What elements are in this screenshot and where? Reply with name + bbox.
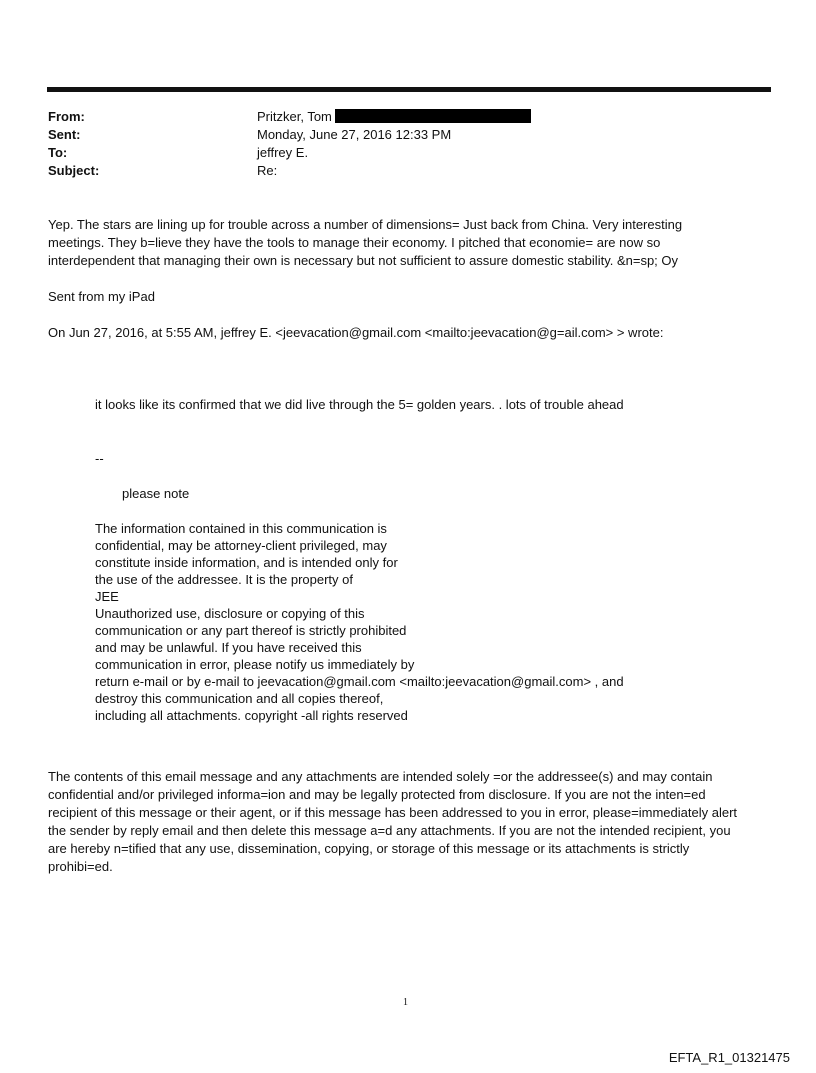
disclaimer-line: and may be unlawful. If you have received this bbox=[95, 640, 362, 655]
disclaimer-line: The information contained in this communication is bbox=[95, 521, 387, 536]
footer-line: The contents of this email message and any attachments are intended solely =or the addressee(s) and may contain bbox=[48, 769, 713, 784]
disclaimer-line: destroy this communication and all copies thereof, bbox=[95, 691, 384, 706]
disclaimer-line: communication in error, please notify us immediately by bbox=[95, 657, 415, 672]
footer-line: the sender by reply email and then delete this message a=d any attachments. If you are not the intended recipient, you bbox=[48, 823, 731, 838]
from-name: Pritzker, Tom bbox=[257, 109, 332, 124]
quote-intro: On Jun 27, 2016, at 5:55 AM, jeffrey E. <jeevacation@gmail.com <mailto:jeevacation@g=ail.com> > wrote: bbox=[48, 325, 664, 340]
disclaimer-line: the use of the addressee. It is the property of bbox=[95, 572, 353, 587]
disclaimer-line: communication or any part thereof is strictly prohibited bbox=[95, 623, 407, 638]
header-rule bbox=[47, 87, 771, 92]
please-note: please note bbox=[122, 486, 190, 501]
quoted-message: it looks like its confirmed that we did live through the 5= golden years. . lots of trouble ahead bbox=[95, 397, 624, 412]
footer-line: confidential and/or privileged informa=ion and may be legally protected from disclosure. If you are not the inten=ed bbox=[48, 787, 706, 802]
disclaimer-line: return e-mail or by e-mail to jeevacation@gmail.com <mailto:jeevacation@gmail.com> , and bbox=[95, 674, 624, 689]
signature-separator: -- bbox=[95, 451, 104, 466]
reply-line: Yep. The stars are lining up for trouble across a number of dimensions= Just back from China. Very interesting bbox=[48, 217, 683, 232]
signature: Sent from my iPad bbox=[48, 289, 155, 304]
footer-line: recipient of this message or their agent, or if this message has been addressed to you in error, please=immediately alert bbox=[48, 805, 738, 820]
footer-line: are hereby n=tified that any use, dissemination, copying, or storage of this message or its attachments is strictly bbox=[48, 841, 690, 856]
document-id: EFTA_R1_01321475 bbox=[668, 1050, 790, 1065]
disclaimer-line: constitute inside information, and is intended only for bbox=[95, 555, 398, 570]
footer-line: prohibi=ed. bbox=[48, 859, 113, 874]
redaction-box bbox=[335, 109, 531, 123]
disclaimer-line: JEE bbox=[95, 589, 119, 604]
to-label: To: bbox=[48, 145, 68, 160]
disclaimer-line: including all attachments. copyright -all rights reserved bbox=[95, 708, 408, 723]
disclaimer-line: confidential, may be attorney-client privileged, may bbox=[95, 538, 387, 553]
reply-line: meetings. They b=lieve they have the tools to manage their economy. I pitched that economie= are now so bbox=[48, 235, 661, 250]
sent-value: Monday, June 27, 2016 12:33 PM bbox=[257, 127, 452, 142]
from-label: From: bbox=[48, 109, 85, 124]
subject-label: Subject: bbox=[48, 163, 100, 178]
disclaimer-line: Unauthorized use, disclosure or copying of this bbox=[95, 606, 365, 621]
page-number: 1 bbox=[403, 997, 408, 1008]
to-value: jeffrey E. bbox=[257, 145, 309, 160]
sent-label: Sent: bbox=[48, 127, 81, 142]
from-value bbox=[257, 109, 531, 124]
reply-line: interdependent that managing their own is necessary but not sufficient to assure domestic stability. &n=sp; Oy bbox=[48, 253, 679, 268]
subject-value: Re: bbox=[257, 163, 278, 178]
